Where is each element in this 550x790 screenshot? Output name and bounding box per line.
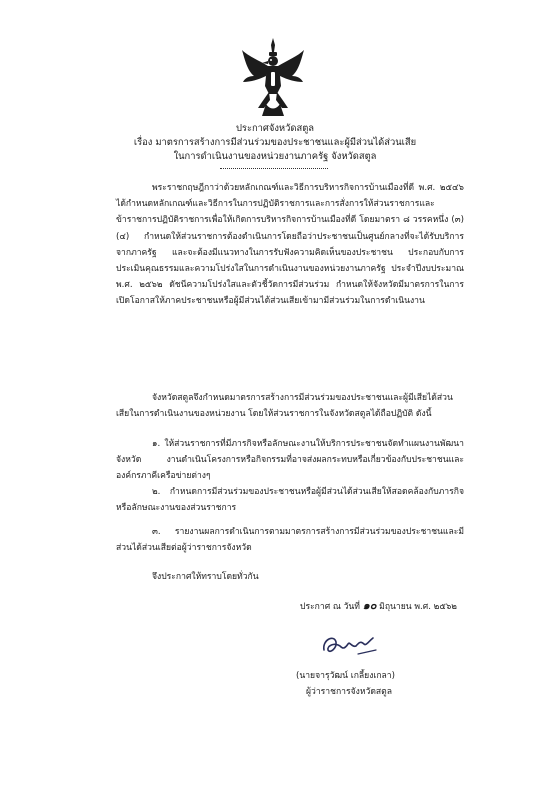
signer-name: (นายจารุวัฒน์ เกลี้ยงเกลา) <box>296 671 395 681</box>
garuda-emblem-icon <box>240 36 306 120</box>
date-day: ๑๐ <box>362 599 377 612</box>
handwritten-signature <box>318 628 378 662</box>
paragraph-preamble: พระราชกฤษฎีกาว่าด้วยหลักเกณฑ์และวิธีการบริหารกิจการบ้านเมืองที่ดี พ.ศ. ๒๕๔๖ ได้กำหนดหลักเกณฑ์และวิธีการในการปฏิบัติราชการและการสั่งการให้ส่วนราชการและข้าราชการปฏิบัติราชการเพื่อให้เกิดการบริหารกิจการบ้านเมืองที่ดี โดยมาตรา ๘ วรรคหนึ่ง (๓) (๔) กำหนดให้ส่วนราชการต้องดำเนินการโดยถือว่าประชาชนเป็นศูนย์กลางที่จะได้รับบริการจากภาครัฐ และจะต้องมีแนวทางในการรับฟังความคิดเห็นของประชาชน ประกอบกับการประเมินคุณธรรมและความโปร่งใสในการดำเนินงานของหน่วยงานภาครัฐ ประจำปีงบประมาณ พ.ศ. ๒๕๖๒ ดัชนีความโปร่งใสและตัวชี้วัดการมีส่วนร่วม กำหนดให้จังหวัดมีมาตรการในการเปิดโอกาสให้ภาคประชาชนหรือผู้มีส่วนได้ส่วนเสียเข้ามามีส่วนร่วมในการดำเนินงาน <box>116 183 464 307</box>
paragraph-measures-intro: จังหวัดสตูลจึงกำหนดมาตรการสร้างการมีส่วนร่วมของประชาชนและผู้มีเสียได้ส่วนเสียในการดำเนินงานของหน่วยงาน โดยให้ส่วนราชการในจังหวัดสตูลได้ถือปฏิบัติ ดังนี้ <box>116 393 453 420</box>
announcement-subject-cont: ในการดำเนินงานของหน่วยงานภาครัฐ จังหวัดสตูล <box>173 151 377 162</box>
measure-item-3: ๓. รายงานผลการดำเนินการตามมาตรการสร้างการมีส่วนร่วมของประชาชนและมีส่วนได้ส่วนเสียต่อผู้ว่าราชการจังหวัด <box>116 527 464 554</box>
signer-title: ผู้ว่าราชการจังหวัดสตูล <box>306 687 393 697</box>
closing-statement: จึงประกาศให้ทราบโดยทั่วกัน <box>152 572 259 582</box>
measure-item-2: ๒. กำหนดการมีส่วนร่วมของประชาชนหรือผู้มีส่วนได้ส่วนเสียให้สอดคล้องกับภารกิจหรือลักษณะงานของส่วนราชการ <box>116 487 464 514</box>
heading-separator <box>220 168 328 169</box>
announcement-title: ประกาศจังหวัดสตูล <box>235 123 315 134</box>
date-month-year: มิถุนายน พ.ศ. ๒๕๖๒ <box>379 602 457 612</box>
announcement-subject: เรื่อง มาตรการสร้างการมีส่วนร่วมของประชาชนและผู้มีส่วนได้ส่วนเสีย <box>133 137 417 148</box>
measure-item-1: ๑. ให้ส่วนราชการที่มีภารกิจหรือลักษณะงานให้บริการประชาชนจัดทำแผนงานพัฒนาจังหวัด งานดำเนินโครงการหรือกิจกรรมที่อาจส่งผลกระทบหรือเกี่ยวข้องกับประชาชนและองค์กรภาคีเครือข่ายต่างๆ <box>116 439 464 482</box>
announcement-date <box>300 596 457 614</box>
date-prefix: ประกาศ ณ วันที่ <box>300 602 360 612</box>
